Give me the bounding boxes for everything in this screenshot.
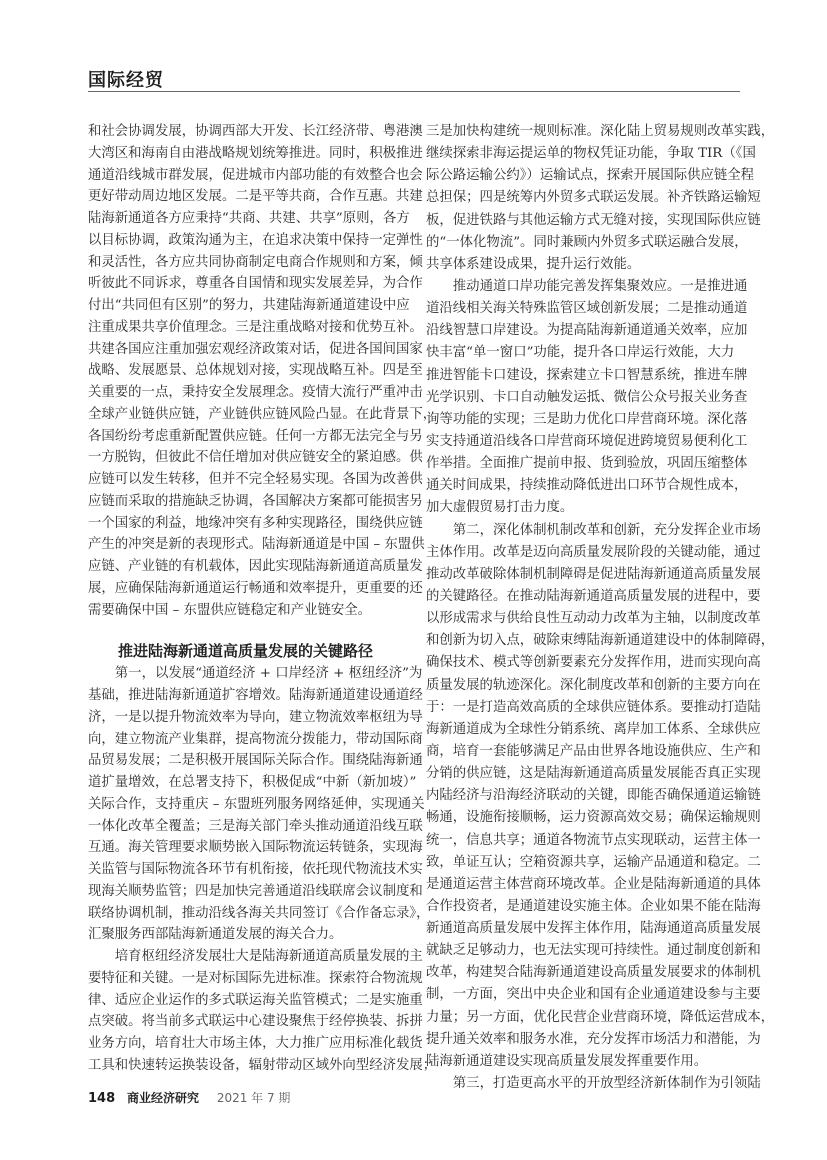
text-line: 改革，构建契合陆海新通道建设高质量发展要求的体制机	[426, 965, 761, 981]
text-line: 陆海新通道建设实现高质量发展发挥重要作用。	[426, 1053, 708, 1069]
text-line: 光学识别、卡口自动触发运抵、微信公众号报关业务查	[426, 389, 748, 405]
text-line: 品贸易发展；二是积极开展国际关际合作。围绕陆海新通	[88, 753, 423, 769]
paragraph	[88, 663, 430, 946]
header-rule	[88, 91, 740, 92]
text-line: 是通道运营主体营商环境改革。企业是陆海新通道的具体	[426, 876, 761, 892]
text-line: 的“一体化物流”。同时兼顾内外贸多式联运融合发展，	[426, 234, 748, 250]
text-line: 应链而采取的措施缺乏协调，各国解决方案都可能损害另	[88, 493, 423, 509]
text-line: 共享体系建设成果，提升运行效能。	[426, 256, 641, 272]
text-line: 和社会协调发展，协调西部大开发、长江经济带、粤港澳	[88, 124, 423, 139]
text-line: 合作投资者，是通道建设实施主体。企业如果不能在陆海	[426, 898, 761, 914]
paragraph	[426, 520, 775, 1074]
text-line: 询等功能的实现；三是助力优化口岸营商环境。深化落	[426, 411, 748, 427]
text-line: 全球产业链供应链，产业链供应链风险凸显。在此背景下，	[88, 406, 437, 422]
left-column	[88, 121, 437, 1077]
page-footer	[88, 1089, 290, 1106]
section-title: 国际经贸	[88, 70, 164, 91]
paragraph	[426, 276, 748, 520]
text-line: 一体化改革全覆盖；三是海关部门牵头推动通道沿线互联	[88, 818, 423, 834]
text-line: 确保技术、模式等创新要素充分发挥作用，进而实现向高	[426, 655, 761, 671]
text-line: 工具和快速转运换装设备，辐射带动区域外向型经济发展；	[88, 1057, 437, 1073]
text-line: 制，一方面，突出中央企业和国有企业通道建设参与主要	[426, 987, 761, 1003]
text-line: 于：一是打造高效高质的全球供应链体系。要推动打造陆	[426, 699, 761, 715]
text-line: 点突破。将当前多式联运中心建设聚焦于经停换装、拆拼	[88, 1014, 423, 1030]
paragraph	[426, 1073, 761, 1095]
text-line: 一个国家的利益，地缘冲突有多种实现路径，围绕供应链	[88, 515, 423, 531]
text-line: 培育枢纽经济发展壮大是陆海新通道高质量发展的主	[114, 949, 423, 964]
text-line: 加大虚假贸易打击力度。	[426, 500, 574, 516]
text-line: 联络协调机制，推动沿线各海关共同签订《合作备忘录》，	[88, 905, 430, 921]
issue-label: 2021 年 7 期	[216, 1091, 291, 1105]
journal-name: 商业经济研究	[126, 1091, 199, 1105]
text-line: 主体作用。改革是迈向高质量发展阶段的关键动能，通过	[426, 544, 761, 560]
text-line: 快丰富“单一窗口”功能，提升各口岸运行效能，大力	[426, 345, 735, 361]
text-line: 作举措。全面推广提前申报、货到验放，巩固压缩整体	[426, 456, 748, 472]
text-line: 展，应确保陆海新通道运行畅通和效率提升，更重要的还	[88, 580, 423, 596]
text-line: 道扩量增效，在总署支持下，积极促成“中新（新加坡）”	[88, 775, 417, 790]
text-line: 关际合作，支持重庆 – 东盟班列服务网络延伸，实现通关	[88, 796, 425, 812]
text-line: 实支持通道沿线各口岸营商环境促进跨境贸易便利化工	[426, 433, 748, 449]
text-line: 致，单证互认；空箱资源共享，运输产品通道和稳定。二	[426, 854, 761, 870]
text-line: 济，一是以提升物流效率为导向，建立物流效率枢纽为导	[88, 709, 423, 725]
text-line: 第二，深化体制机制改革和创新，充分发挥企业市场	[452, 522, 761, 538]
text-line: 要特征和关键。一是对标国际先进标准。探索符合物流规	[88, 970, 423, 986]
text-line: 需要确保中国 – 东盟供应链稳定和产业链安全。	[88, 602, 372, 618]
text-line: 陆海新通道各方应秉持“共商、共建、共享”原则，各方	[88, 211, 410, 226]
text-line: 和创新为切入点，破除束缚陆海新通道建设中的体制障碍，	[426, 633, 775, 649]
text-line: 和灵活性，各方应共同协商制定电商合作规则和方案，倾	[88, 254, 423, 270]
text-line: 推动通道口岸功能完善发挥集聚效应。一是推进通	[452, 278, 748, 294]
text-line: 通道沿线城市群发展，促进城市内部功能的有效整合也会	[88, 167, 423, 183]
text-line: 关监管与国际物流各环节有机衔接，依托现代物流技术实	[88, 862, 423, 877]
text-line: 基础，推进陆海新通道扩容增效。陆海新通道建设通道经	[88, 688, 423, 703]
text-line: 律、适应企业运作的多式联运海关监管模式；二是实施重	[88, 992, 423, 1008]
text-line: 业务方向，培育壮大市场主体，大力推广应用标准化载货	[88, 1036, 423, 1051]
text-line: 推进智能卡口建设，探索建立卡口智慧系统，推进车牌	[426, 367, 748, 383]
paragraph	[88, 121, 437, 621]
text-line: 应链、产业链的有机载体，因此实现陆海新通道高质量发	[88, 559, 423, 574]
text-line: 板，促进铁路与其他运输方式无缝对接，实现国际供应链	[426, 212, 761, 228]
text-line: 继续探索非海运提运单的物权凭证功能，争取 TIR（《国	[426, 146, 756, 162]
text-line: 力量；另一方面，优化民营企业营商环境，降低运营成本，	[426, 1009, 775, 1025]
text-line: 以形成需求与供给良性互动动力改革为主轴，以制度改革	[426, 611, 761, 627]
text-line: 商，培育一套能够满足产品由世界各地设施供应、生产和	[426, 743, 761, 759]
text-line: 注重成果共享价值理念。三是注重战略对接和优势互补。	[88, 319, 423, 335]
text-line: 沿线智慧口岸建设。为提高陆海新通道通关效率，应加	[426, 323, 748, 339]
text-line: 互通。海关管理要求顺势嵌入国际物流运转链条，实现海	[88, 840, 423, 856]
text-line: 新通道高质量发展中发挥主体作用，陆海通道高质量发展	[426, 921, 761, 937]
text-line: 畅通，设施衔接顺畅，运力资源高效交易；确保运输规则	[426, 810, 761, 826]
text-line: 内陆经济与沿海经济联动的关键，即能否确保通道运输链	[426, 788, 761, 804]
text-line: 道沿线相关海关特殊监管区域创新发展；二是推动通道	[426, 301, 748, 317]
text-line: 通关时间成果，持续推动降低进出口环节合规性成本，	[426, 478, 748, 494]
page-number: 148	[88, 1091, 116, 1106]
text-line: 以目标协调，政策沟通为主，在追求决策中保持一定弹性	[88, 232, 423, 248]
text-line: 现海关顺势监管；四是加快完善通道沿线联席会议制度和	[88, 883, 423, 899]
text-line: 共建各国应注重加强宏观经济政策对话，促进各国间国家	[88, 341, 423, 357]
text-line: 际公路运输公约》）运输试点，探索开展国际供应链全程	[426, 168, 755, 184]
text-line: 更好带动周边地区发展。二是平等共商，合作互惠。共建	[88, 189, 423, 205]
text-line: 第三，打造更高水平的开放型经济新体制作为引领陆	[452, 1076, 761, 1092]
text-line: 分销的供应链，这是陆海新通道高质量发展能否真正实现	[426, 766, 761, 782]
subsection-heading: 推进陆海新通道高质量发展的关键路径	[118, 642, 374, 661]
text-line: 提升通关效率和服务水准，充分发挥市场活力和潜能，为	[426, 1031, 761, 1047]
right-column	[426, 121, 775, 1095]
text-line: 推动改革破除体制机制障碍是促进陆海新通道高质量发展	[426, 566, 761, 582]
text-line: 应链可以发生转移，但并不完全轻易实现。各国为改善供	[88, 472, 423, 487]
text-line: 质量发展的轨迹深化。深化制度改革和创新的主要方向在	[426, 677, 761, 693]
text-line: 关重要的一点，秉持安全发展理念。疫情大流行严重冲击	[88, 385, 423, 400]
text-line: 汇聚服务西部陆海新通道发展的海关合力。	[88, 927, 343, 943]
text-line: 付出“共同但有区别”的努力，共建陆海新通道建设中应	[88, 298, 410, 313]
text-line: 三是加快构建统一规则标准。深化陆上贸易规则改革实践，	[426, 124, 775, 139]
text-line: 就缺乏足够动力，也无法实现可持续性。通过制度创新和	[426, 943, 761, 959]
paragraph	[88, 946, 437, 1077]
text-line: 听彼此不同诉求，尊重各自国情和现实发展差异，为合作	[88, 276, 423, 292]
text-line: 各国纷纷考虑重新配置供应链。任何一方都无法完全与另	[88, 428, 423, 444]
paragraph	[426, 121, 775, 276]
text-line: 向，建立物流产业集群，提高物流分拨能力，带动国际商	[88, 731, 423, 747]
text-line: 的关键路径。在推动陆海新通道高质量发展的进程中，要	[426, 588, 761, 604]
text-line: 一方脱钩，但彼此不信任增加对供应链安全的紧迫感。供	[88, 450, 423, 466]
text-line: 战略、发展愿景、总体规划对接，实现战略互补。四是至	[88, 363, 423, 379]
text-line: 产生的冲突是新的表现形式。陆海新通道是中国 – 东盟供	[88, 537, 425, 553]
text-line: 海新通道成为全球性分销系统、离岸加工体系、全球供应	[426, 721, 761, 737]
text-line: 统一，信息共享；通道各物流节点实现联动，运营主体一	[426, 832, 761, 848]
text-line: 第一，以发展“通道经济 + 口岸经济 + 枢纽经济”为	[114, 666, 423, 682]
text-line: 总担保；四是统筹内外贸多式联运发展。补齐铁路运输短	[426, 190, 761, 206]
text-line: 大湾区和海南自由港战略规划统筹推进。同时，积极推进	[88, 145, 423, 161]
